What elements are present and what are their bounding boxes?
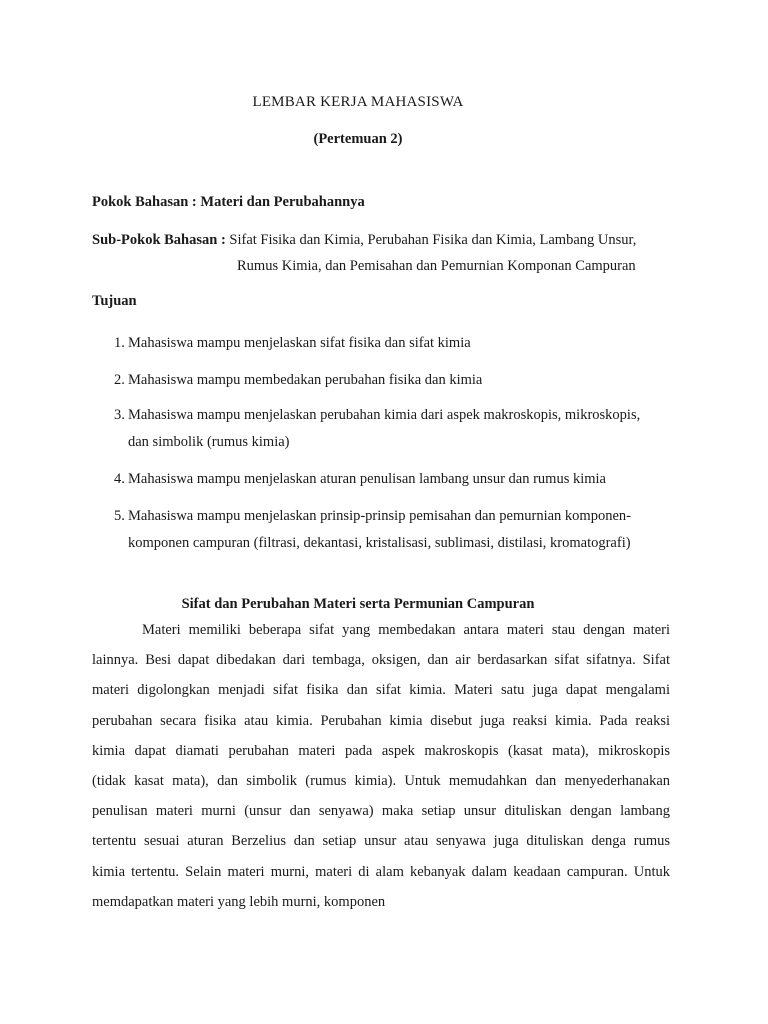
paragraph-line: (tidak kasat mata), dan simbolik (rumus kimia). Untuk memudahkan dan menyederhanakan [92,772,670,789]
paragraph-line: kimia dapat diamati perubahan materi pada aspek makroskopis (kasat mata), mikroskopis [92,742,670,759]
paragraph-line: materi digolongkan menjadi sifat fisika dan sifat kimia. Materi satu juga dapat mengalami [92,682,670,699]
body-paragraph [92,615,670,917]
paragraph-line: tertentu sesuai aturan Berzelius dan setiap unsur atau senyawa juga dituliskan denga rumus [92,833,670,850]
goal-text: Mahasiswa mampu menjelaskan sifat fisika dan sifat kimia [128,335,471,351]
sub-pokok-bahasan-line-2: Rumus Kimia, dan Pemisahan dan Pemurnian Komponan Campuran [237,258,636,274]
pokok-bahasan [92,194,365,211]
section-title: Sifat dan Perubahan Materi serta Permunian Campuran [181,596,535,612]
paragraph-line: penulisan materi murni (unsur dan senyawa) maka setiap unsur dituliskan dengan lambang [92,803,670,820]
goal-text: komponen campuran (filtrasi, dekantasi, kristalisasi, sublimasi, distilasi, kromatografi) [128,535,631,551]
paragraph-line: Materi memiliki beberapa sifat yang membedakan antara materi stau dengan materi [142,622,670,638]
page-subtitle: (Pertemuan 2) [313,131,403,147]
tujuan-heading: Tujuan [92,293,137,309]
pokok-bahasan-value: Materi dan Perubahannya [200,194,365,210]
goal-number: 2. [114,372,125,388]
goal-text: Mahasiswa mampu membedakan perubahan fisika dan kimia [128,372,483,388]
paragraph-line: perubahan secara fisika atau kimia. Perubahan kimia disebut juga reaksi kimia. Pada reaksi [92,712,670,729]
goal-number: 3. [114,407,125,423]
sub-pokok-bahasan-line-1: Sifat Fisika dan Kimia, Perubahan Fisika dan Kimia, Lambang Unsur, [229,232,637,248]
goal-number: 4. [114,471,125,487]
paragraph-line: lainnya. Besi dapat dibedakan dari tembaga, oksigen, dan air berdasarkan sifat sifatnya. Sifat [92,652,670,669]
paragraph-line: memdapatkan materi yang lebih murni, komponen [92,893,386,910]
goal-text: Mahasiswa mampu menjelaskan prinsip-prinsip pemisahan dan pemurnian komponen- [128,508,631,524]
pokok-bahasan-label: Pokok Bahasan : [92,194,201,210]
goal-number: 1. [114,335,125,351]
goal-text: Mahasiswa mampu menjelaskan perubahan kimia dari aspek makroskopis, mikroskopis, [128,407,641,423]
goal-text: dan simbolik (rumus kimia) [128,434,290,450]
sub-pokok-bahasan [92,232,636,249]
goal-text: Mahasiswa mampu menjelaskan aturan penulisan lambang unsur dan rumus kimia [128,471,606,487]
sub-pokok-bahasan-label: Sub-Pokok Bahasan : [92,232,230,248]
paragraph-line: kimia tertentu. Selain materi murni, materi di alam kebanyak dalam keadaan campuran. Untuk [92,863,670,880]
page-title: LEMBAR KERJA MAHASISWA [252,94,464,110]
goal-number: 5. [114,508,125,524]
